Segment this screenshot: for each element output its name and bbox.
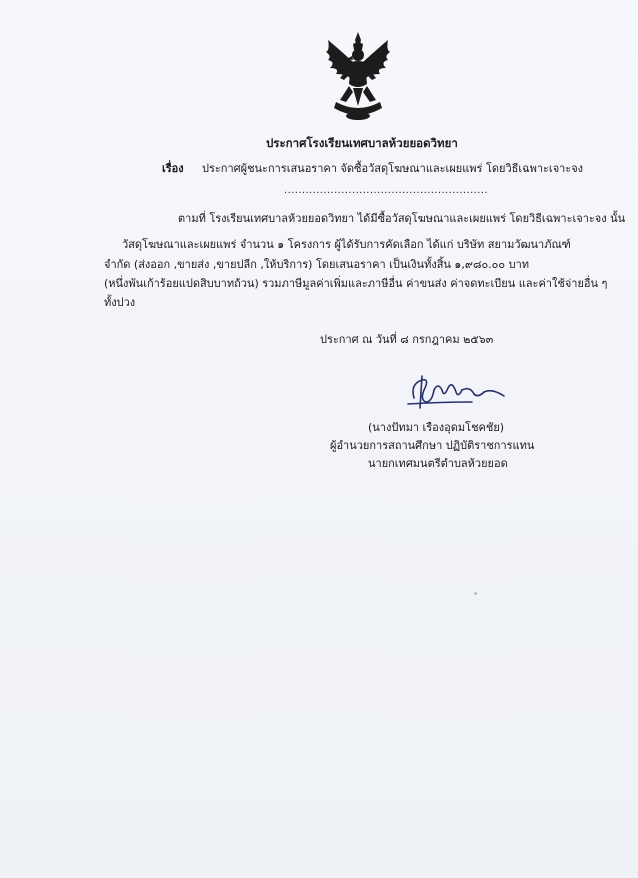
signer-position-1: ผู้อำนวยการสถานศึกษา ปฏิบัติราชการแทน [330,439,535,452]
subject-text: ประกาศผู้ชนะการเสนอราคา จัดซื้อวัสดุโฆษณาและเผยแพร่ โดยวิธีเฉพาะเจาะจง [202,162,584,175]
body-line-4: (หนึ่งพันเก้าร้อยแปดสิบบาทถ้วน) รวมภาษีมูลค่าเพิ่มและภาษีอื่น ค่าขนส่ง ค่าจดทะเบียน และค่าใช้จ่ายอื่น ๆ [104,277,608,290]
signer-position-2: นายกเทศมนตรีตำบลห้วยยอด [368,457,508,470]
garuda-emblem-icon [320,30,396,126]
document-title: ประกาศโรงเรียนเทศบาลห้วยยอดวิทยา [266,136,458,150]
subject-label: เรื่อง [162,162,184,175]
announce-date: ประกาศ ณ วันที่ ๘ กรกฎาคม ๒๕๖๓ [320,333,494,346]
body-line-1: ตามที่ โรงเรียนเทศบาลห้วยยอดวิทยา ได้มีซื้อวัสดุโฆษณาและเผยแพร่ โดยวิธีเฉพาะเจาะจง นั้น [178,212,626,225]
signer-name: (นางปัทมา เรืองอุดมโชคชัย) [368,421,505,434]
body-line-5: ทั้งปวง [104,296,136,309]
body-line-2: วัสดุโฆษณาและเผยแพร่ จำนวน ๑ โครงการ ผู้ได้รับการคัดเลือก ได้แก่ บริษัท สยามวัฒนาภัณฑ์ [122,238,571,251]
body-line-3: จำกัด (ส่งออก ,ขายส่ง ,ขายปลีก ,ให้บริการ) โดยเสนอราคา เป็นเงินทั้งสิ้น ๑,๙๘๐.๐๐ บาท [104,258,529,271]
signature-image [400,368,510,418]
paper-speck [474,592,477,595]
title-divider: ......................................................... [284,185,488,196]
